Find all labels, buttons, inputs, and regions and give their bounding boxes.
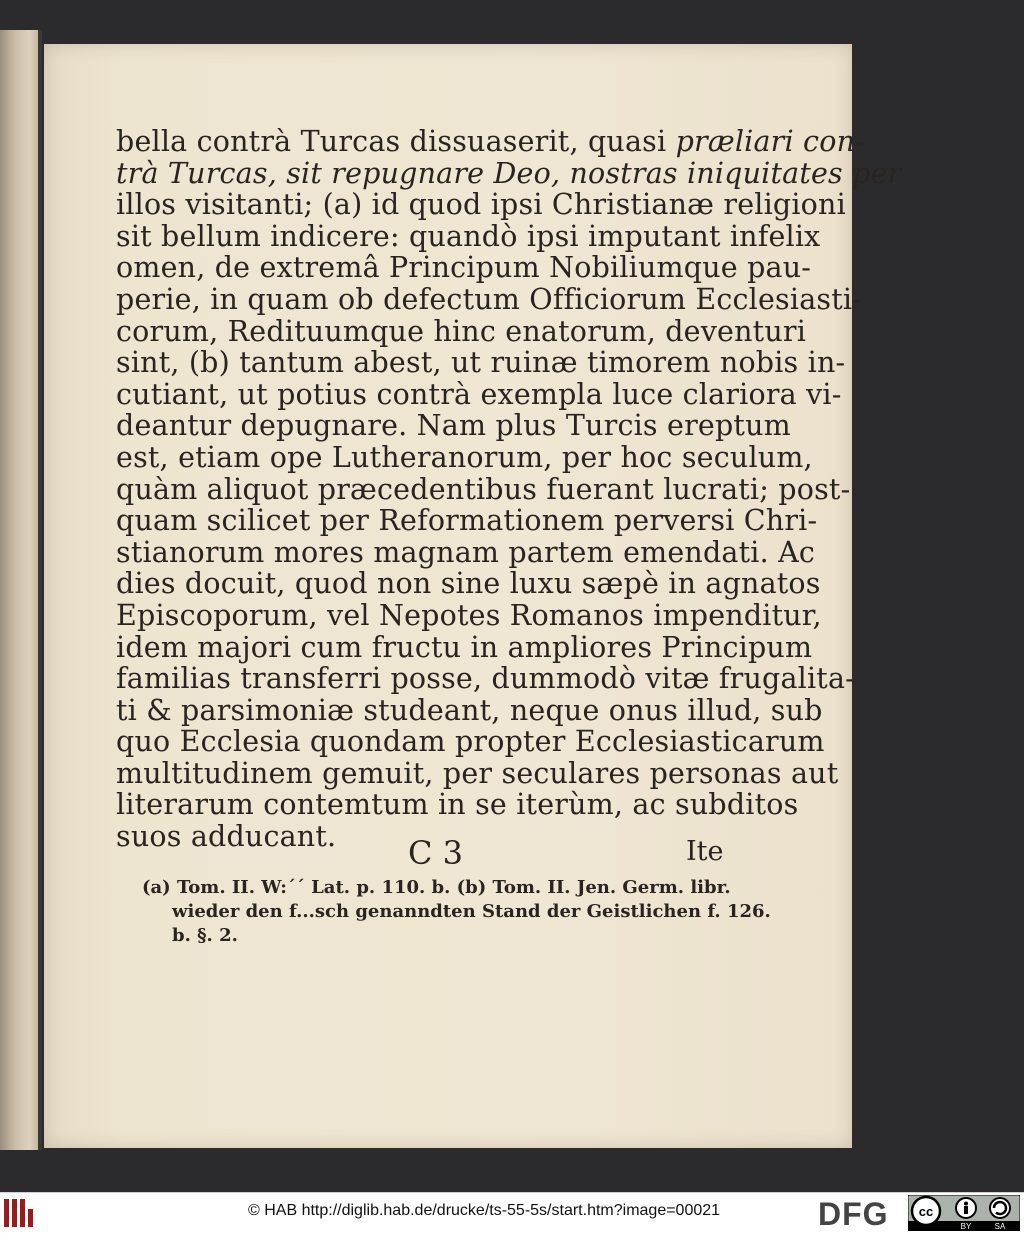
text-line: ti & parsimoniæ studeant, neque onus illud, sub: [116, 693, 823, 727]
footnote-line: (a) Tom. II. W:´´ Lat. p. 110. b. (b) Tom. II. Jen. Germ. libr.: [142, 877, 731, 898]
text-line: Episcoporum, vel Nepotes Romanos impenditur,: [116, 598, 822, 632]
text-line: quam scilicet per Reformationem perversi Chri-: [116, 504, 818, 538]
text-line: deantur depugnare. Nam plus Turcis ereptum: [116, 409, 791, 443]
text-line: corum, Redituumque hinc enatorum, deventuri: [116, 314, 807, 348]
text-line: literarum contemtum in se iterùm, ac subditos: [116, 788, 799, 822]
text-line: multitudinem gemuit, per seculares personas aut: [116, 756, 839, 790]
text-line: omen, de extremâ Principum Nobiliumque pau-: [116, 251, 812, 285]
hab-logo-icon[interactable]: [4, 1199, 36, 1227]
text-line: illos visitanti; (a) id quod ipsi Christianæ religioni: [116, 188, 846, 222]
text-line: trà Turcas, sit repugnare Deo, nostras iniquitates per: [116, 156, 902, 190]
svg-text:cc: cc: [918, 1204, 934, 1219]
book-page: [44, 44, 902, 1148]
text-line: est, etiam ope Lutheranorum, per hoc seculum,: [116, 440, 813, 474]
text-line: perie, in quam ob defectum Officiorum Ecclesiasti-: [116, 282, 863, 316]
previous-page-edge: [0, 30, 42, 1150]
text-line: quo Ecclesia quondam propter Ecclesiasticarum: [116, 725, 825, 759]
text-line: dies docuit, quod non sine luxu sæpè in agnatos: [116, 567, 821, 601]
text-line: suos adducant.: [116, 820, 337, 854]
italic-phrase: præliari con-: [675, 125, 865, 158]
dfg-logo[interactable]: DFG: [818, 1196, 889, 1232]
body-text: [116, 125, 902, 854]
catchword: Ite: [686, 836, 724, 867]
license-sa-label: SA: [994, 1222, 1006, 1231]
text-line: stianorum mores magnam partem emendati. Ac: [116, 535, 816, 569]
license-by-label: BY: [960, 1222, 972, 1231]
copyright-link[interactable]: © HAB http://diglib.hab.de/drucke/ts-55-5s/start.htm?image=00021: [248, 1202, 721, 1219]
signature-mark: C 3: [408, 834, 464, 872]
viewer-footer: [0, 1192, 1024, 1233]
text-line: cutiant, ut potius contrà exempla luce clariora vi-: [116, 377, 842, 411]
binding-gutter: [38, 30, 42, 1150]
cc-by-sa-license-icon[interactable]: [908, 1195, 1020, 1231]
text-line: sint, (b) tantum abest, ut ruinæ timorem nobis in-: [116, 346, 846, 380]
footnote-line: b. §. 2.: [172, 925, 238, 946]
footnotes: [142, 876, 782, 948]
text-line: quàm aliquot præcedentibus fuerant lucrati; post-: [116, 472, 851, 506]
text-line: familias transferri posse, dummodò vitæ frugalita-: [116, 662, 855, 696]
footnote-line: wieder den f...sch genanndten Stand der Geistlichen f. 126.: [172, 901, 771, 922]
text-line: sit bellum indicere: quandò ipsi imputant infelix: [116, 219, 821, 253]
text-line: idem majori cum fructu in ampliores Principum: [116, 630, 813, 664]
text-line: bella contrà Turcas dissuaserit, quasi præliari con-: [116, 125, 865, 158]
